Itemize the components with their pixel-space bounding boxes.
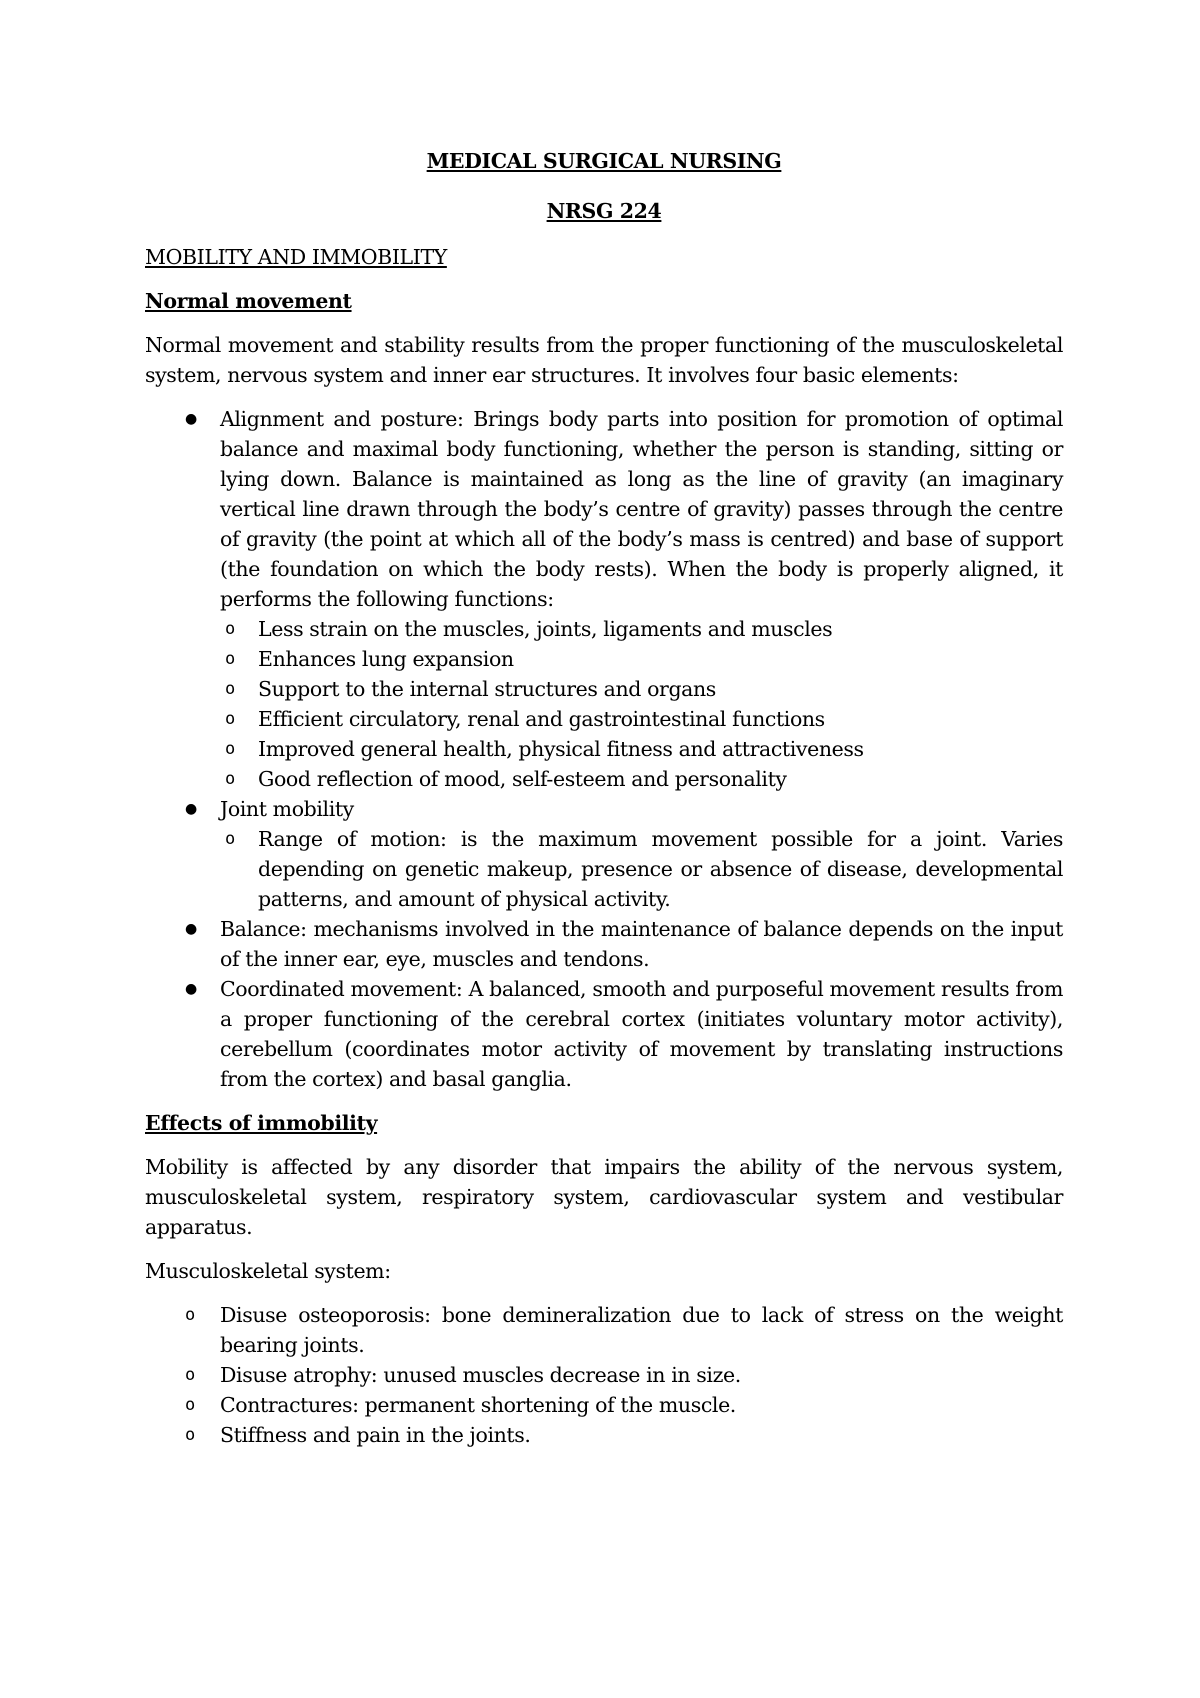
list-item [185,764,1063,794]
sub-bullet-icon: o [185,1305,195,1325]
effect-text: Disuse osteoporosis: bone demineralization due to lack of stress on the weight bearing joints. [220,1303,1063,1357]
list-item [145,1360,1063,1390]
sub-bullet-icon: o [185,1395,195,1415]
normal-movement-heading: Normal movement [145,289,352,313]
document-title: MEDICAL SURGICAL NURSING [426,149,782,173]
list-item [185,734,1063,764]
musculoskeletal-effects-list [145,1300,1063,1450]
list-item [185,704,1063,734]
subitem-text: Good reflection of mood, self-esteem and personality [258,767,787,791]
element-text: Balance: mechanisms involved in the maintenance of balance depends on the input of the inner ear, eye, muscles and tendons. [220,917,1063,971]
subitem-text: Improved general health, physical fitness and attractiveness [258,737,864,761]
element-text: Joint mobility [220,797,354,821]
subitem-text: Range of motion: is the maximum movement possible for a joint. Varies depending on genetic makeup, presence or absence of disease, developmental patterns, and amount of physical activity. [258,827,1063,911]
bullet-icon: ● [185,921,197,937]
subitem-text: Enhances lung expansion [258,647,514,671]
effects-of-immobility-intro: Mobility is affected by any disorder that impairs the ability of the nervous system, musculoskeletal system, respiratory system, cardiovascular system and vestibular apparatus. [145,1155,1063,1239]
element-text: Coordinated movement: A balanced, smooth and purposeful movement results from a proper functioning of the cerebral cortex (initiates voluntary motor activity), cerebellum (coordinates motor activity of movement by translating instructions from the cortex) and basal ganglia. [220,977,1063,1091]
bullet-icon: ● [185,411,197,427]
subitem-text: Less strain on the muscles, joints, ligaments and muscles [258,617,833,641]
joint-mobility-list [185,824,1063,914]
list-item [145,914,1063,974]
list-item [185,824,1063,914]
list-item [185,644,1063,674]
sub-bullet-icon: o [185,1425,195,1445]
sub-bullet-icon: o [225,709,235,729]
list-item [145,1300,1063,1360]
sub-bullet-icon: o [225,769,235,789]
document-content [145,146,1063,1450]
subitem-text: Efficient circulatory, renal and gastrointestinal functions [258,707,825,731]
normal-movement-intro: Normal movement and stability results from the proper functioning of the musculoskeletal system, nervous system and inner ear structures. It involves four basic elements: [145,333,1063,387]
effect-text: Contractures: permanent shortening of the muscle. [220,1393,736,1417]
section-heading: MOBILITY AND IMMOBILITY [145,245,447,269]
list-item [145,974,1063,1094]
sub-bullet-icon: o [225,679,235,699]
list-item [145,404,1063,794]
effect-text: Stiffness and pain in the joints. [220,1423,531,1447]
element-text: Alignment and posture: Brings body parts into position for promotion of optimal balance and maximal body functioning, whether the person is standing, sitting or lying down. Balance is maintained as long as the line of gravity (an imaginary vertical line drawn through the body’s centre of gravity) passes through the centre of gravity (the point at which all of the body’s mass is centred) and base of support (the foundation on which the body rests). When the body is properly aligned, it performs the following functions: [220,407,1063,611]
musculoskeletal-subheading: Musculoskeletal system: [145,1259,391,1283]
list-item [185,614,1063,644]
sub-bullet-icon: o [225,739,235,759]
sub-bullet-icon: o [185,1365,195,1385]
effect-text: Disuse atrophy: unused muscles decrease in in size. [220,1363,741,1387]
alignment-functions-list [185,614,1063,794]
effects-of-immobility-heading: Effects of immobility [145,1111,378,1135]
list-item [145,1390,1063,1420]
bullet-icon: ● [185,801,197,817]
subitem-text: Support to the internal structures and organs [258,677,716,701]
sub-bullet-icon: o [225,829,235,849]
sub-bullet-icon: o [225,649,235,669]
basic-elements-list [145,404,1063,1094]
list-item [185,674,1063,704]
course-code: NRSG 224 [546,199,662,223]
sub-bullet-icon: o [225,619,235,639]
bullet-icon: ● [185,981,197,997]
list-item [145,794,1063,914]
list-item [145,1420,1063,1450]
